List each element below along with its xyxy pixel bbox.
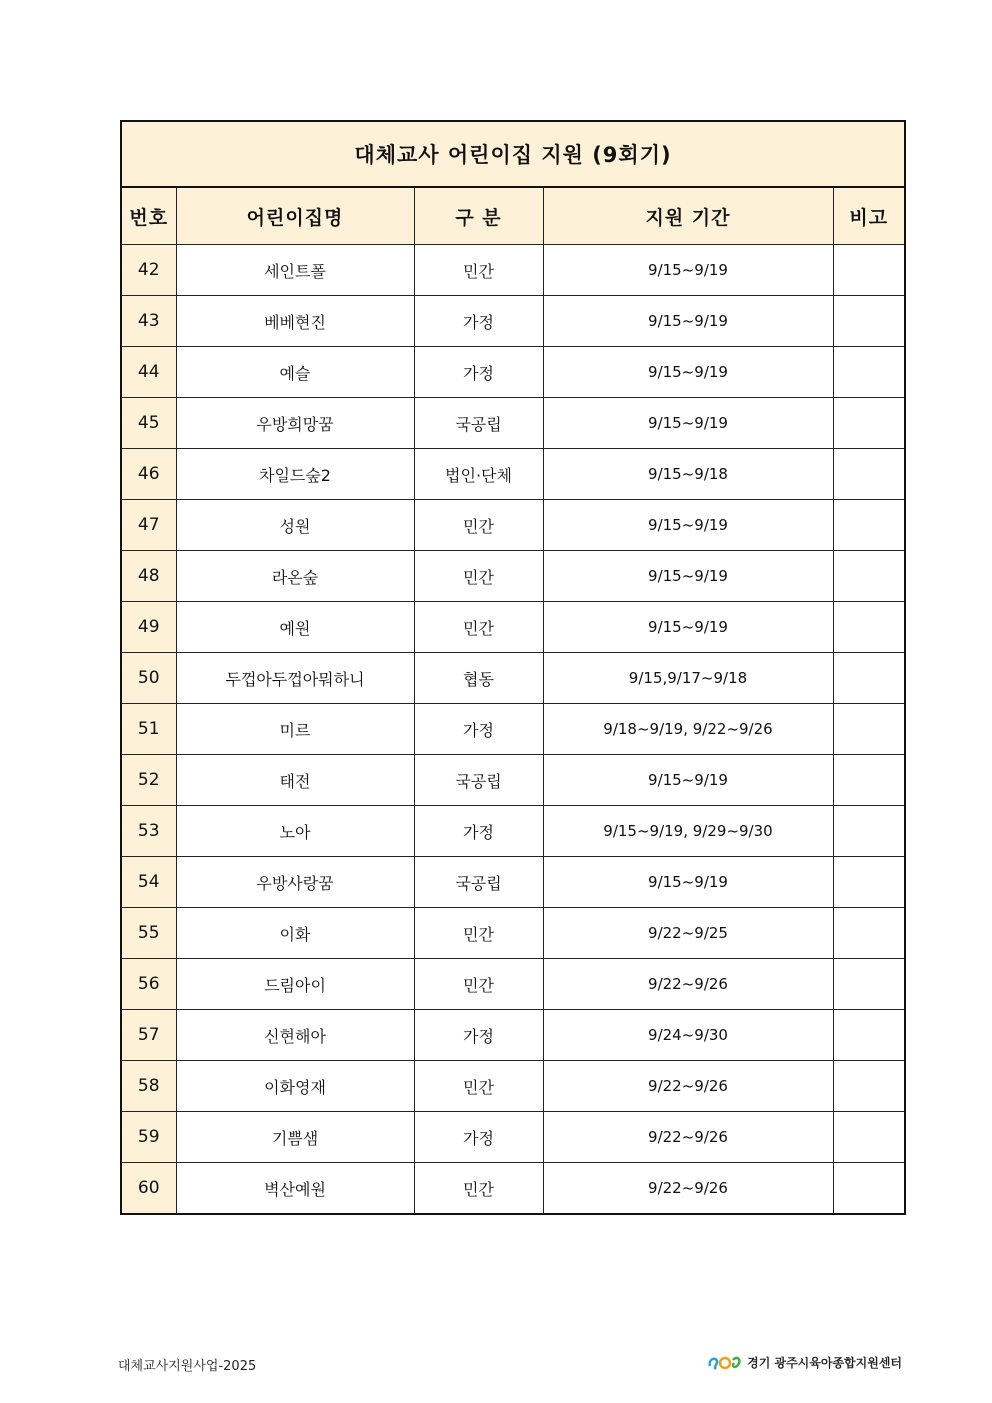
header-row (121, 187, 905, 245)
table-row (121, 347, 905, 398)
row-daycare-name: 예원 (176, 602, 414, 653)
row-daycare-name: 드림아이 (176, 959, 414, 1010)
row-note (833, 449, 905, 500)
row-support-period: 9/22~9/26 (543, 1163, 833, 1215)
row-number: 56 (121, 959, 176, 1010)
row-daycare-name: 미르 (176, 704, 414, 755)
row-number: 50 (121, 653, 176, 704)
row-note (833, 500, 905, 551)
row-note (833, 806, 905, 857)
row-note (833, 398, 905, 449)
table-row (121, 959, 905, 1010)
row-support-period: 9/18~9/19, 9/22~9/26 (543, 704, 833, 755)
table-row (121, 1163, 905, 1215)
row-number: 55 (121, 908, 176, 959)
table-body (121, 245, 905, 1215)
row-number: 54 (121, 857, 176, 908)
row-support-period: 9/15,9/17~9/18 (543, 653, 833, 704)
table-row (121, 806, 905, 857)
row-daycare-name: 우방사랑꿈 (176, 857, 414, 908)
row-category: 법인·단체 (414, 449, 543, 500)
row-number: 53 (121, 806, 176, 857)
row-category: 민간 (414, 908, 543, 959)
row-support-period: 9/15~9/19 (543, 500, 833, 551)
row-category: 국공립 (414, 755, 543, 806)
row-note (833, 551, 905, 602)
row-daycare-name: 이화영재 (176, 1061, 414, 1112)
row-note (833, 245, 905, 296)
table-row (121, 500, 905, 551)
row-note (833, 347, 905, 398)
row-support-period: 9/15~9/19 (543, 347, 833, 398)
row-support-period: 9/15~9/19 (543, 857, 833, 908)
support-table (120, 120, 906, 1215)
row-note (833, 755, 905, 806)
row-note (833, 857, 905, 908)
row-number: 58 (121, 1061, 176, 1112)
col-header-category: 구 분 (414, 187, 543, 245)
row-number: 59 (121, 1112, 176, 1163)
table-row (121, 755, 905, 806)
row-number: 49 (121, 602, 176, 653)
row-category: 민간 (414, 500, 543, 551)
row-daycare-name: 성원 (176, 500, 414, 551)
row-support-period: 9/22~9/26 (543, 1061, 833, 1112)
row-support-period: 9/15~9/19 (543, 551, 833, 602)
col-header-daycare-name: 어린이집명 (176, 187, 414, 245)
row-category: 가정 (414, 704, 543, 755)
table-title: 대체교사 어린이집 지원 (9회기) (121, 121, 905, 187)
row-support-period: 9/15~9/19 (543, 755, 833, 806)
row-note (833, 1010, 905, 1061)
row-category: 민간 (414, 959, 543, 1010)
row-number: 60 (121, 1163, 176, 1215)
row-daycare-name: 차일드숲2 (176, 449, 414, 500)
row-category: 가정 (414, 806, 543, 857)
table-row (121, 653, 905, 704)
row-note (833, 1061, 905, 1112)
footer-org-name: 경기 광주시육아종합지원센터 (747, 1355, 902, 1370)
table-row (121, 551, 905, 602)
row-support-period: 9/15~9/19, 9/29~9/30 (543, 806, 833, 857)
row-number: 57 (121, 1010, 176, 1061)
row-category: 민간 (414, 551, 543, 602)
row-number: 42 (121, 245, 176, 296)
col-header-note: 비고 (833, 187, 905, 245)
row-daycare-name: 노아 (176, 806, 414, 857)
col-header-support-period: 지원 기간 (543, 187, 833, 245)
row-number: 51 (121, 704, 176, 755)
row-daycare-name: 라온숲 (176, 551, 414, 602)
row-daycare-name: 신현해아 (176, 1010, 414, 1061)
row-support-period: 9/24~9/30 (543, 1010, 833, 1061)
row-note (833, 1163, 905, 1215)
row-category: 민간 (414, 245, 543, 296)
row-daycare-name: 이화 (176, 908, 414, 959)
row-daycare-name: 두껍아두껍아뭐하니 (176, 653, 414, 704)
row-note (833, 908, 905, 959)
row-daycare-name: 우방희망꿈 (176, 398, 414, 449)
row-note (833, 602, 905, 653)
row-number: 48 (121, 551, 176, 602)
row-support-period: 9/22~9/25 (543, 908, 833, 959)
table-row (121, 908, 905, 959)
footer-org (707, 1352, 902, 1372)
table-row (121, 1010, 905, 1061)
row-number: 46 (121, 449, 176, 500)
row-support-period: 9/22~9/26 (543, 959, 833, 1010)
row-number: 45 (121, 398, 176, 449)
table-row (121, 296, 905, 347)
table-row (121, 704, 905, 755)
row-support-period: 9/15~9/19 (543, 602, 833, 653)
row-category: 민간 (414, 1061, 543, 1112)
row-daycare-name: 세인트폴 (176, 245, 414, 296)
row-note (833, 653, 905, 704)
row-daycare-name: 벽산예원 (176, 1163, 414, 1215)
row-category: 민간 (414, 1163, 543, 1215)
table-row (121, 449, 905, 500)
row-category: 가정 (414, 1112, 543, 1163)
row-support-period: 9/15~9/19 (543, 245, 833, 296)
table-row (121, 857, 905, 908)
center-logo-icon (707, 1352, 743, 1372)
row-category: 민간 (414, 602, 543, 653)
table-row (121, 1061, 905, 1112)
row-note (833, 1112, 905, 1163)
row-daycare-name: 예슬 (176, 347, 414, 398)
row-support-period: 9/15~9/18 (543, 449, 833, 500)
row-category: 협동 (414, 653, 543, 704)
row-note (833, 704, 905, 755)
row-daycare-name: 태전 (176, 755, 414, 806)
table-row (121, 602, 905, 653)
row-number: 43 (121, 296, 176, 347)
table-row (121, 398, 905, 449)
row-daycare-name: 기쁨샘 (176, 1112, 414, 1163)
row-support-period: 9/15~9/19 (543, 398, 833, 449)
row-number: 44 (121, 347, 176, 398)
row-category: 가정 (414, 1010, 543, 1061)
title-row (121, 121, 905, 187)
table-row (121, 1112, 905, 1163)
col-header-number: 번호 (121, 187, 176, 245)
row-number: 52 (121, 755, 176, 806)
table-row (121, 245, 905, 296)
row-support-period: 9/22~9/26 (543, 1112, 833, 1163)
row-category: 국공립 (414, 398, 543, 449)
footer-program-label: 대체교사지원사업-2025 (118, 1359, 257, 1374)
row-category: 가정 (414, 347, 543, 398)
row-category: 가정 (414, 296, 543, 347)
row-number: 47 (121, 500, 176, 551)
row-daycare-name: 베베현진 (176, 296, 414, 347)
row-support-period: 9/15~9/19 (543, 296, 833, 347)
row-note (833, 296, 905, 347)
row-note (833, 959, 905, 1010)
row-category: 국공립 (414, 857, 543, 908)
